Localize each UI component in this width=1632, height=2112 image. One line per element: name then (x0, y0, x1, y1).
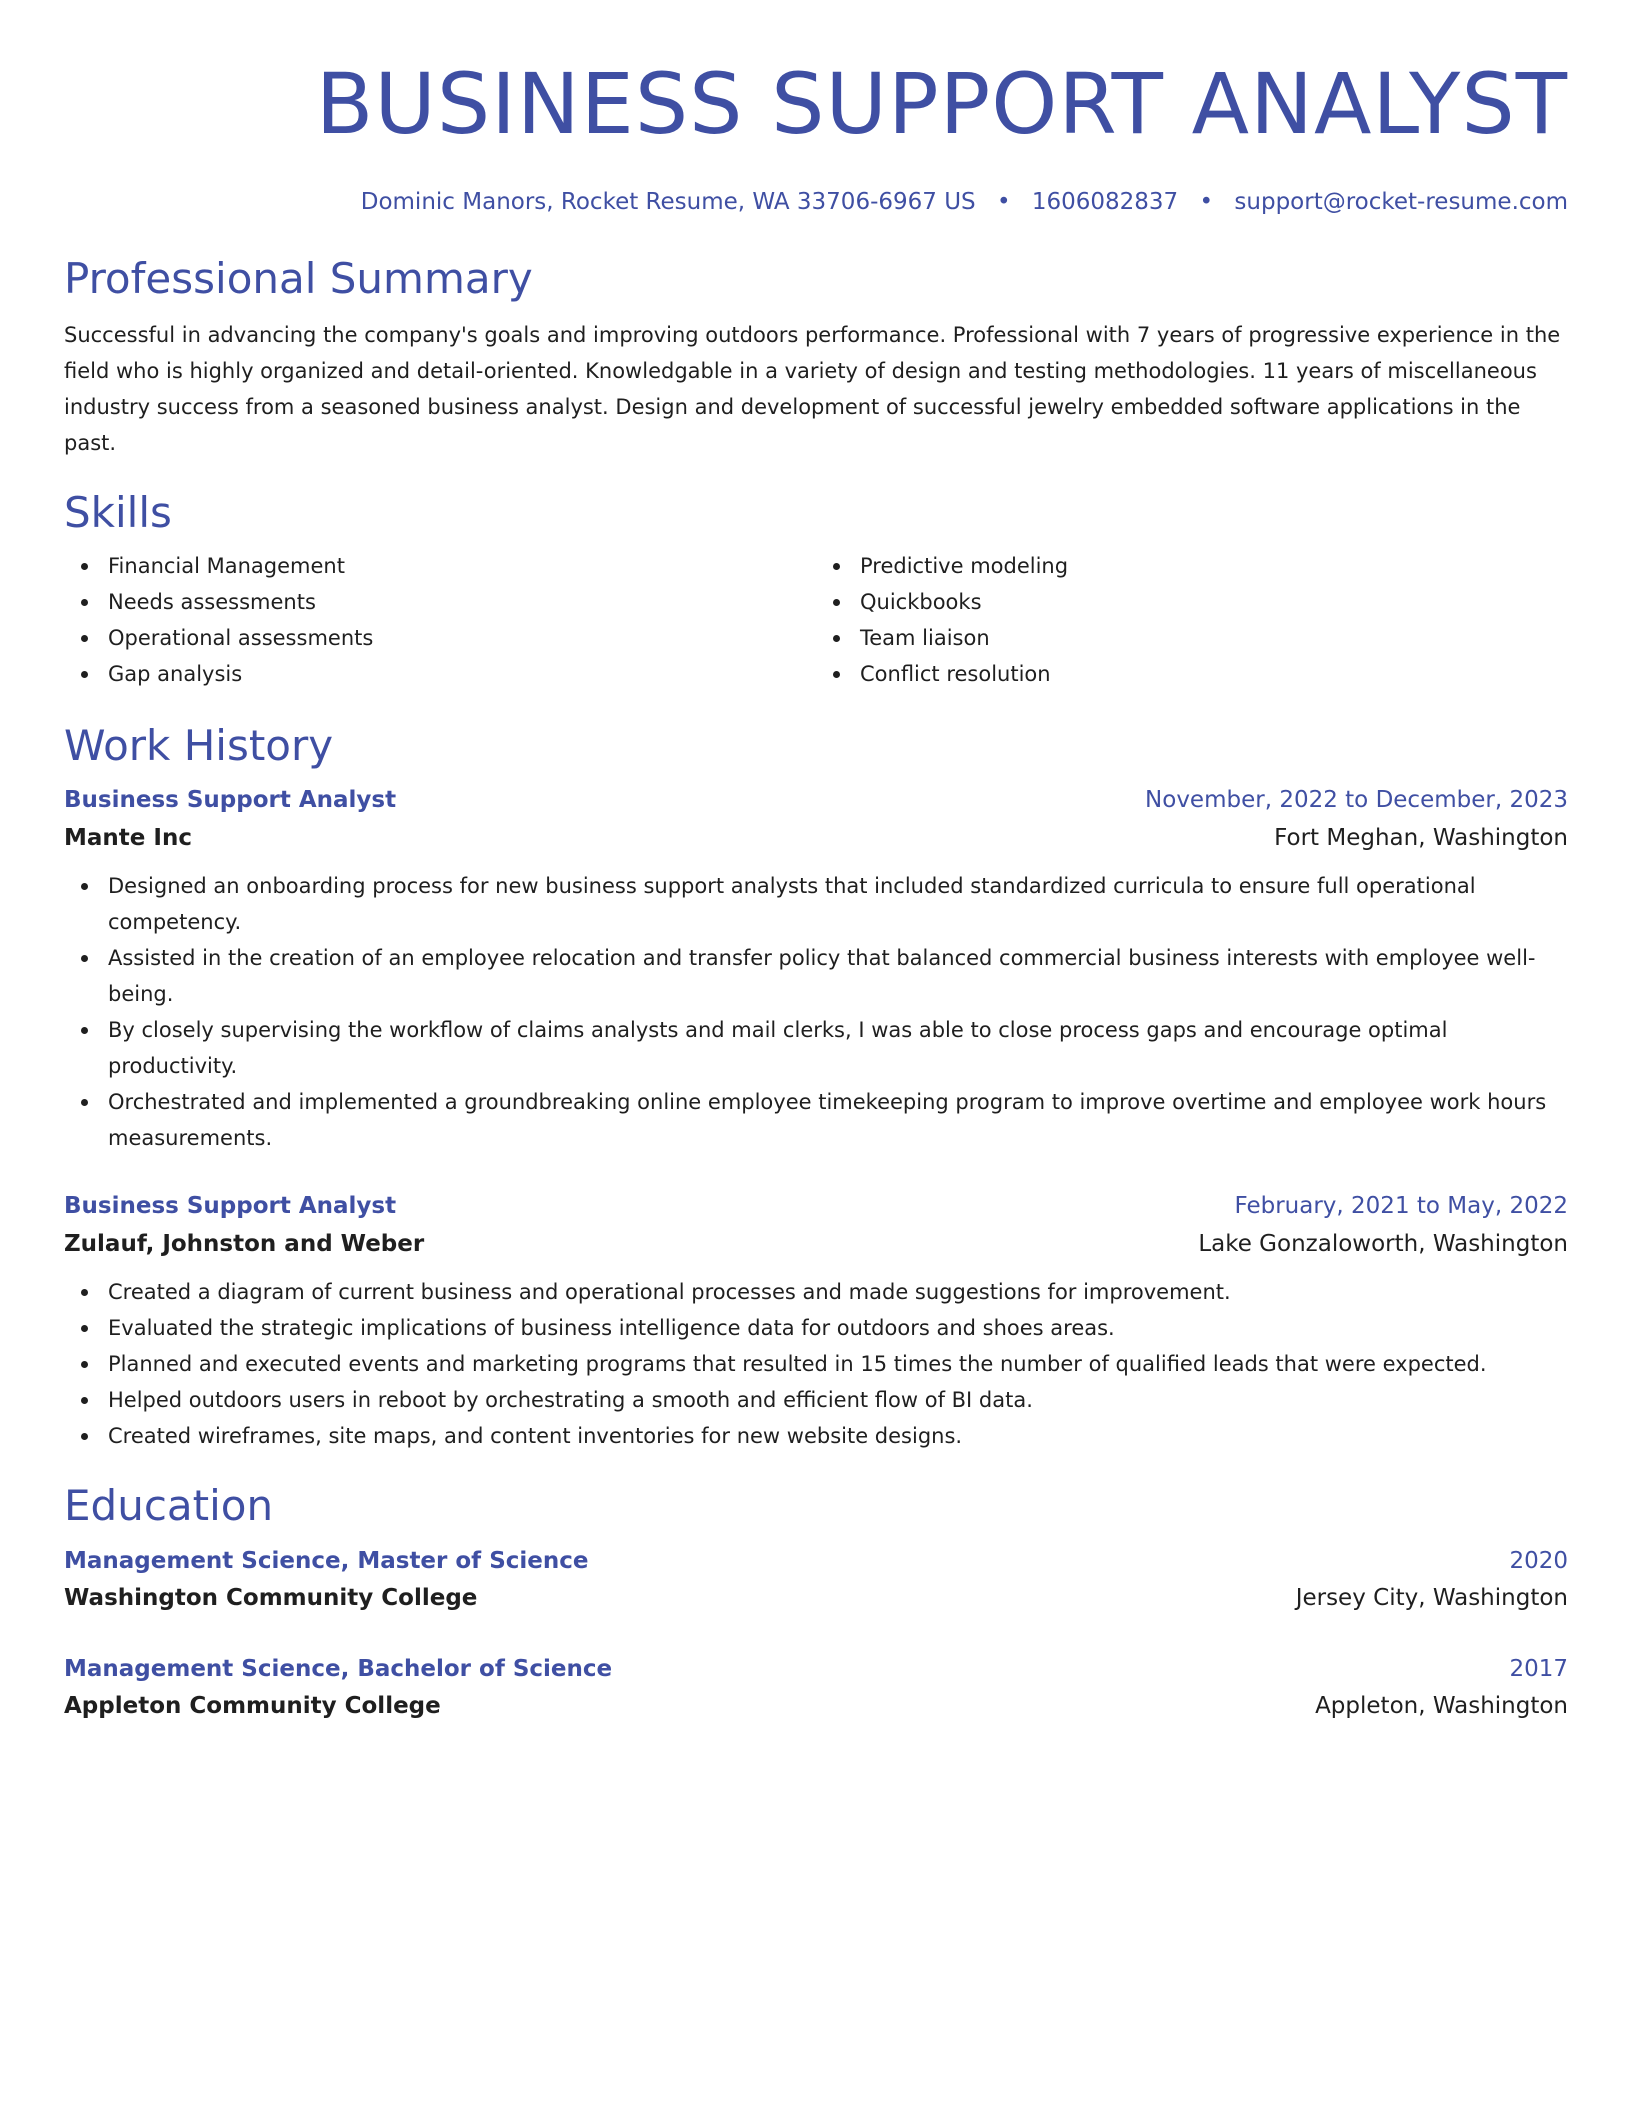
job-bullet: Created wireframes, site maps, and content inventories for new website designs. (64, 1418, 1568, 1454)
job-company: Mante Inc (64, 825, 192, 851)
summary-text: Successful in advancing the company's goals and improving outdoors performance. Professional with 7 years of progressive experience in the field who is highly organized and detail-oriented. Knowledgable in a variety of design and testing methodologies. 11 years of miscellaneous industry success from a seasoned business analyst. Design and development of successful jewelry embedded software applications in the past. (64, 323, 1561, 455)
job-bullet: Created a diagram of current business and operational processes and made suggestions for improvement. (64, 1274, 1568, 1310)
education-year: 2020 (1509, 1548, 1568, 1574)
job-bullet: Designed an onboarding process for new business support analysts that included standardized curricula to ensure full operational competency. (64, 868, 1568, 940)
job-bullet: Evaluated the strategic implications of business intelligence data for outdoors and shoes areas. (64, 1310, 1568, 1346)
resume-title: BUSINESS SUPPORT ANALYST (315, 55, 1568, 153)
job-entry (64, 1188, 1568, 1454)
education-school: Washington Community College (64, 1585, 478, 1611)
skill-item: Predictive modeling (816, 548, 1568, 584)
education-entry (64, 1651, 1568, 1725)
contact-address: Dominic Manors, Rocket Resume, WA 33706-6967 US (360, 189, 976, 215)
job-company: Zulauf, Johnston and Weber (64, 1231, 425, 1257)
job-dates: November, 2022 to December, 2023 (1145, 787, 1568, 813)
job-company-row (64, 1224, 1568, 1264)
education-entry (64, 1543, 1568, 1617)
skill-item: Financial Management (64, 548, 816, 584)
contact-phone: 1606082837 (1031, 189, 1179, 215)
contact-email: support@rocket-resume.com (1234, 189, 1568, 215)
education-school: Appleton Community College (64, 1693, 441, 1719)
work-history-heading: Work History (64, 721, 334, 770)
contact-line (64, 186, 1568, 218)
contact-separator: • (1199, 189, 1214, 215)
skill-item: Conflict resolution (816, 656, 1568, 692)
education-degree: Management Science, Bachelor of Science (64, 1656, 613, 1682)
education-school-row (64, 1687, 1568, 1725)
skills-grid (64, 548, 1568, 692)
education-year: 2017 (1509, 1656, 1568, 1682)
skill-item: Team liaison (816, 620, 1568, 656)
skill-item: Quickbooks (816, 584, 1568, 620)
job-dates: February, 2021 to May, 2022 (1234, 1193, 1568, 1219)
education-location: Appleton, Washington (1315, 1693, 1568, 1719)
job-header-row (64, 782, 1568, 818)
education-header-row (64, 1543, 1568, 1579)
job-role: Business Support Analyst (64, 1193, 397, 1219)
skills-column-right (816, 548, 1568, 692)
education-heading: Education (64, 1481, 274, 1530)
job-company-row (64, 818, 1568, 858)
education-location: Jersey City, Washington (1295, 1585, 1568, 1611)
job-bullets (64, 1274, 1568, 1454)
job-bullet: Orchestrated and implemented a groundbreaking online employee timekeeping program to improve overtime and employee work hours measurements. (64, 1084, 1568, 1156)
job-bullets (64, 868, 1568, 1156)
job-bullet: Helped outdoors users in reboot by orchestrating a smooth and efficient flow of BI data. (64, 1382, 1568, 1418)
skill-item: Operational assessments (64, 620, 816, 656)
job-bullet: Assisted in the creation of an employee relocation and transfer policy that balanced commercial business interests with employee well-being. (64, 940, 1568, 1012)
job-entry (64, 782, 1568, 1156)
job-bullet: By closely supervising the workflow of claims analysts and mail clerks, I was able to close process gaps and encourage optimal productivity. (64, 1012, 1568, 1084)
skill-item: Gap analysis (64, 656, 816, 692)
education-school-row (64, 1579, 1568, 1617)
skill-item: Needs assessments (64, 584, 816, 620)
education-header-row (64, 1651, 1568, 1687)
education-degree: Management Science, Master of Science (64, 1548, 589, 1574)
skills-heading: Skills (64, 488, 172, 537)
job-location: Lake Gonzaloworth, Washington (1198, 1231, 1568, 1257)
job-role: Business Support Analyst (64, 787, 397, 813)
job-location: Fort Meghan, Washington (1274, 825, 1568, 851)
summary-heading: Professional Summary (64, 254, 533, 303)
contact-separator: • (996, 189, 1011, 215)
skills-column-left (64, 548, 816, 692)
job-bullet: Planned and executed events and marketing programs that resulted in 15 times the number of qualified leads that were expected. (64, 1346, 1568, 1382)
job-header-row (64, 1188, 1568, 1224)
